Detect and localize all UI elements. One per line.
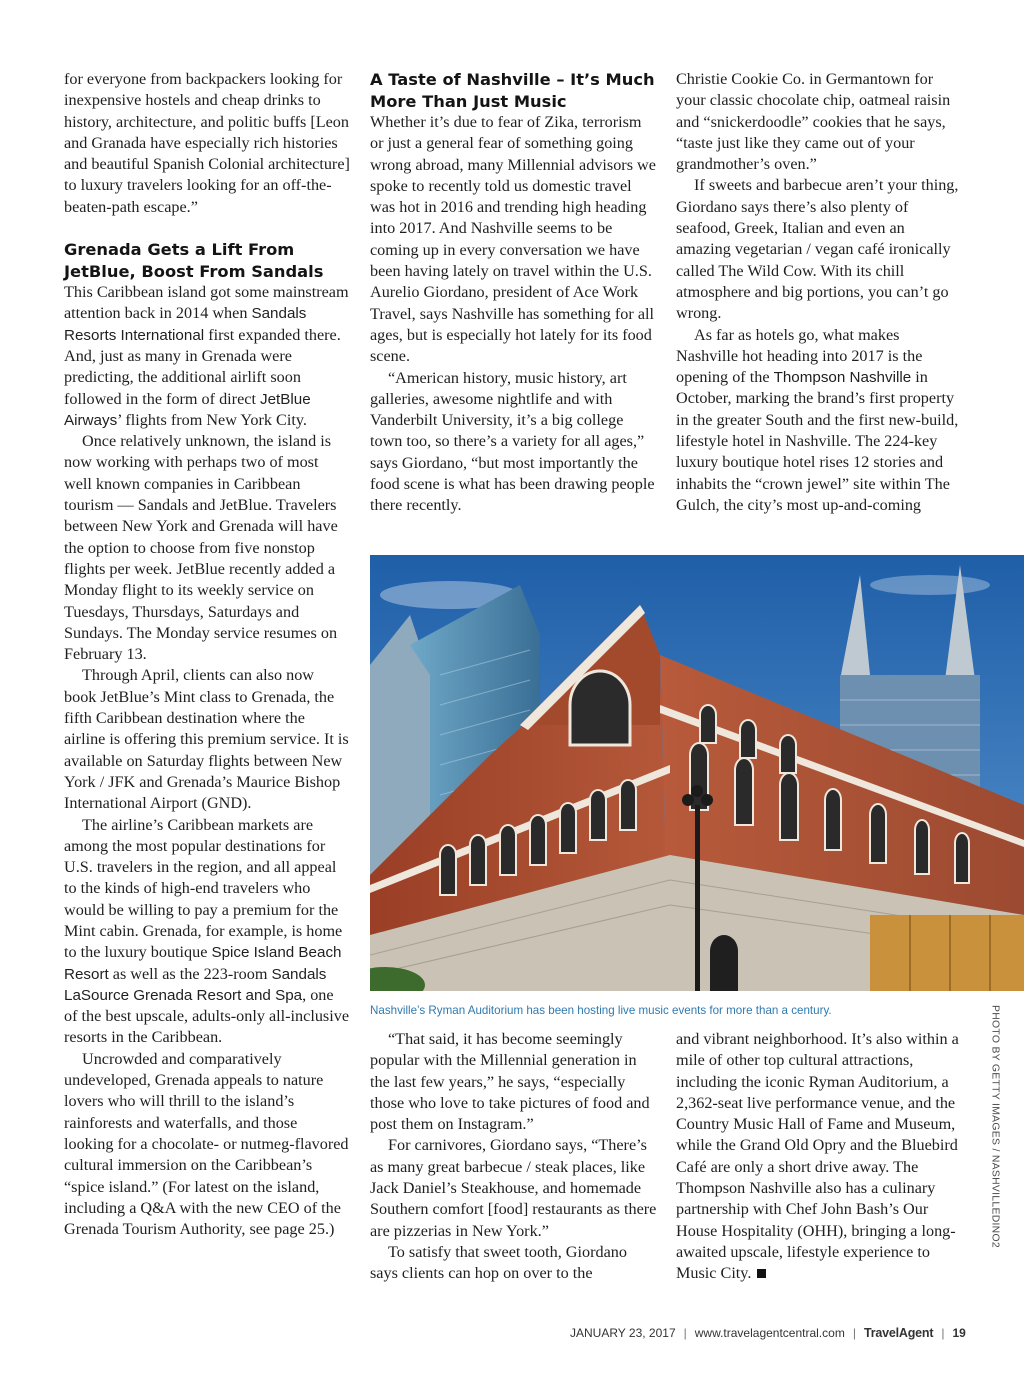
paragraph-hotels: As far as hotels go, what makes Nashville hot heading into 2017 is the opening of the Thompson Nashville in October, marking the brand’s first property in the greater South and the first new-build, lifestyle hotel in Nashville. The 224-key luxury boutique hotel rises 12 stories and inhabits the “crown jewel” site within The Gulch, the city’s most up-and-coming: [676, 325, 959, 514]
column-1: [64, 69, 350, 1240]
column-3-bottom: [676, 1029, 962, 1285]
website-url: www.travelagentcentral.com: [694, 1326, 845, 1340]
company-thompson-nashville: Thompson Nashville: [773, 369, 912, 387]
heading-nashville: A Taste of Nashville – It’s Much More Than Just Music: [370, 70, 655, 111]
page-footer: JANUARY 23, 2017 | www.travelagentcentral.com | TravelAgent | 19: [570, 1326, 966, 1340]
paragraph-grenada-4: The airline’s Caribbean markets are among the most popular destinations for U.S. travelers in the region, and all appeal to the kinds of high-end travelers who would be willing to pay a premium for the Mint cabin. Grenada, for example, is home to the luxury boutique Spice Island Beach Resort as well as the 223-room Sandals LaSource Grenada Resort and Spa, one of the best upscale, adults-only all-inclusive resorts in the Caribbean.: [64, 815, 350, 1047]
paragraph-nashville-2: “American history, music history, art galleries, awesome nightlife and with Vanderbilt University, it’s a big college town too, so there’s a variety for all ages,” says Giordano, “but most importantly the food scene is what has been drawing people there recently.: [370, 368, 655, 515]
column-3-top: [676, 69, 962, 516]
page-number: 19: [952, 1326, 966, 1340]
paragraph-sweets: If sweets and barbecue aren’t your thing, Giordano says there’s also plenty of seafood, Greek, Italian and even an amazing vegetarian / vegan café ironically called The Wild Cow. With its chill atmosphere and big portions, you can’t go wrong.: [676, 176, 959, 323]
paragraph-intro-continued: for everyone from backpackers looking for inexpensive hostels and cheap drinks to history, architecture, and politic buffs [Leon and Granada have especially rich histories and beautiful Spanish Colonial architecture] to luxury travelers looking for an off-the-beaten-path escape.”: [64, 70, 350, 216]
paragraph-nashville-1: Whether it’s due to fear of Zika, terrorism or just a general fear of something going wrong abroad, many Millennial advisors we spoke to recently told us domestic travel was hot in 2016 and trending high heading into 2017. And Nashville seems to be coming up in every conversation we have been having lately on travel within the U.S. Aurelio Giordano, president of Ace Work Travel, says Nashville has something for all ages, but is especially hot lately for its food scene.: [370, 113, 656, 366]
paragraph-grenada-2: Once relatively unknown, the island is now working with perhaps two of most well known companies in Caribbean tourism — Sandals and JetBlue. Travelers between New York and Grenada will have the option to choose from five nonstop flights per week. JetBlue recently added a Monday flight to its weekly service on Tuesdays, Thursdays, Saturdays and Sundays. The Monday service resumes on February 13.: [64, 432, 338, 664]
paragraph-grenada-3: Through April, clients can also now book JetBlue’s Mint class to Grenada, the fifth Caribbean destination where the airline is offering this premium service. It is available on Saturday flights between New York / JFK and Grenada’s Maurice Bishop International Airport (GND).: [64, 666, 349, 813]
paragraph-grenada-1: This Caribbean island got some mainstream attention back in 2014 when Sandals Resorts International first expanded there. And, just as many in Grenada were predicting, the additional airlift soon followed in the form of direct JetBlue Airways’ flights from New York City.: [64, 283, 349, 429]
paragraph-nashville-4: For carnivores, Giordano says, “There’s as many great barbecue / steak places, like Jack Daniel’s Steakhouse, and homemade Southern comfort [food] restaurants as there are pizzerias in New York.”: [370, 1136, 657, 1240]
column-2-bottom: [370, 1029, 657, 1285]
photo-credit: [988, 1005, 1002, 1248]
paragraph-grenada-5: Uncrowded and comparatively undeveloped, Grenada appeals to nature lovers who will thrill to the island’s rainforests and waterfalls, and those looking for a chocolate- or nutmeg-flavored cultural immersion on the Caribbean’s “spice island.” (For latest on the island, including a Q&A with the new CEO of the Grenada Tourism Authority, see page 25.): [64, 1049, 349, 1239]
company-sandals-lasource: Sandals LaSource Grenada Resort and Spa: [64, 965, 327, 1004]
issue-date: JANUARY 23, 2017: [570, 1326, 676, 1340]
photo-caption: Nashville’s Ryman Auditorium has been hosting live music events for more than a century.: [370, 1004, 832, 1017]
ryman-auditorium-photo: [370, 555, 1024, 991]
heading-grenada: Grenada Gets a Lift From JetBlue, Boost From Sandals: [64, 240, 324, 281]
company-jetblue: JetBlue Airways: [64, 390, 311, 429]
paragraph-neighborhood: and vibrant neighborhood. It’s also within a mile of other top cultural attractions, including the iconic Ryman Auditorium, a 2,362-seat live performance venue, and the Country Music Hall of Fame and Museum, while the Grand Old Opry and the Bluebird Café are only a short drive away. The Thompson Nashville also has a culinary partnership with Chef John Bash’s Our House Hospitality (OHH), bringing a long-awaited upscale, lifestyle experience to Music City.: [676, 1030, 959, 1283]
end-of-article-mark: [757, 1269, 766, 1278]
photo-credit-text: PHOTO BY GETTY IMAGES / NASHVILLEDINO2: [989, 1005, 1001, 1248]
paragraph-nashville-3: “That said, it has become seemingly popular with the Millennial generation in the last few years,” he says, “especially those who love to take pictures of food and post them on Instagram.”: [370, 1030, 650, 1134]
company-spice-island: Spice Island Beach Resort: [64, 944, 342, 983]
magazine-brand: TravelAgent: [863, 1326, 934, 1340]
paragraph-nashville-5: To satisfy that sweet tooth, Giordano says clients can hop on over to the: [370, 1242, 627, 1283]
column-2-top: [370, 69, 657, 517]
company-sandals-resorts: Sandals Resorts International: [64, 305, 307, 344]
paragraph-cookies: Christie Cookie Co. in Germantown for your classic chocolate chip, oatmeal raisin and “snickerdoodle” cookies that he says, “taste just like they came out of your grandmother’s oven.”: [676, 70, 951, 174]
